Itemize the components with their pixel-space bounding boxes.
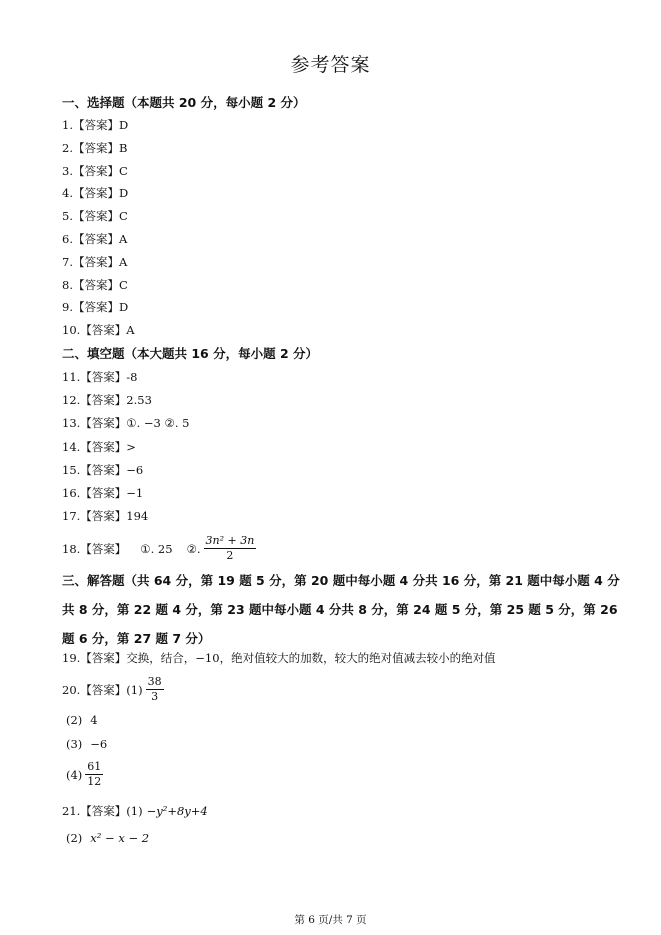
answer-prefix: 14.【答案】 bbox=[62, 439, 127, 454]
answer-row bbox=[62, 254, 127, 270]
answer-row bbox=[62, 231, 127, 247]
fraction-numerator: 3n² + 3n bbox=[205, 534, 255, 547]
answer-value: −6 bbox=[126, 462, 144, 477]
answer-value: D bbox=[118, 118, 129, 132]
fraction-denominator: 2 bbox=[226, 549, 234, 562]
answer-21-part-2 bbox=[66, 831, 149, 845]
answer-prefix: 4.【答案】 bbox=[62, 186, 119, 201]
answer-prefix: 3.【答案】 bbox=[62, 163, 119, 178]
answer-18-part2-label: ②. bbox=[186, 541, 201, 556]
answer-value: B bbox=[118, 140, 128, 155]
answer-prefix: 20.【答案】 bbox=[62, 682, 127, 697]
answer-20-part-1 bbox=[62, 675, 167, 704]
answer-20-part-3 bbox=[66, 737, 107, 751]
answer-row bbox=[62, 277, 128, 293]
answer-value: 交换，结合，−10，绝对值较大的加数，较大的绝对值减去较小的绝对值 bbox=[126, 651, 496, 665]
part-value: −y²+8y+4 bbox=[146, 804, 208, 818]
part-label: (2) bbox=[66, 713, 83, 727]
answer-value: -8 bbox=[126, 370, 138, 384]
answer-row bbox=[62, 415, 189, 431]
answer-row bbox=[62, 508, 148, 524]
answer-row bbox=[62, 369, 138, 385]
answer-20-part-2 bbox=[66, 713, 98, 727]
answer-row bbox=[62, 117, 128, 133]
part-label: (2) bbox=[66, 831, 83, 845]
answer-prefix: 19.【答案】 bbox=[62, 651, 127, 665]
answer-row bbox=[62, 462, 143, 478]
answer-value: C bbox=[118, 209, 128, 224]
part-value: 4 bbox=[90, 713, 98, 727]
part-value: x² − x − 2 bbox=[90, 831, 150, 845]
answer-19 bbox=[62, 650, 496, 666]
fraction-denominator: 12 bbox=[87, 775, 102, 788]
part-label: (1) bbox=[126, 804, 143, 818]
answer-18 bbox=[62, 534, 259, 563]
answer-value: ①. −3 ②. 5 bbox=[126, 416, 190, 431]
answer-18-part1: ①. 25 bbox=[140, 541, 173, 556]
fraction-numerator: 38 bbox=[147, 675, 162, 688]
answer-row bbox=[62, 439, 136, 455]
answer-20-fraction-4 bbox=[85, 760, 103, 789]
part-label: (4) bbox=[66, 767, 83, 782]
page-footer: 第 6 页/共 7 页 bbox=[294, 914, 367, 926]
answer-prefix: 15.【答案】 bbox=[62, 462, 127, 477]
answer-prefix: 11.【答案】 bbox=[62, 370, 127, 384]
section-1-heading: 一、选择题（本题共 20 分，每小题 2 分） bbox=[62, 95, 306, 110]
answer-20-fraction-1 bbox=[146, 675, 164, 704]
answer-value: A bbox=[126, 323, 135, 338]
answer-value: A bbox=[118, 232, 128, 246]
answer-18-fraction bbox=[204, 534, 257, 563]
answer-prefix: 17.【答案】 bbox=[62, 509, 127, 524]
fraction-denominator: 3 bbox=[151, 690, 159, 703]
answer-prefix: 16.【答案】 bbox=[62, 486, 127, 500]
part-value: −6 bbox=[90, 737, 108, 751]
answer-20-part-4 bbox=[66, 760, 106, 789]
part-label: (1) bbox=[126, 682, 143, 697]
answer-row bbox=[62, 392, 152, 408]
answer-value: 194 bbox=[126, 509, 149, 524]
answer-value: 2.53 bbox=[126, 393, 152, 408]
answer-value: D bbox=[118, 186, 129, 201]
answer-value: > bbox=[126, 439, 136, 454]
answer-value: D bbox=[118, 300, 129, 315]
answer-value: −1 bbox=[126, 486, 144, 500]
answer-prefix: 13.【答案】 bbox=[62, 416, 127, 431]
answer-prefix: 12.【答案】 bbox=[62, 393, 127, 408]
answer-row bbox=[62, 185, 128, 201]
answer-prefix: 18.【答案】 bbox=[62, 541, 127, 556]
part-label: (3) bbox=[66, 737, 83, 751]
answer-row bbox=[62, 140, 127, 156]
answer-prefix: 7.【答案】 bbox=[62, 254, 119, 269]
answer-row bbox=[62, 299, 128, 315]
answer-prefix: 8.【答案】 bbox=[62, 277, 119, 292]
answer-prefix: 10.【答案】 bbox=[62, 323, 127, 338]
answer-prefix: 21.【答案】 bbox=[62, 804, 127, 818]
fraction-numerator: 61 bbox=[87, 760, 102, 773]
answer-value: C bbox=[118, 277, 128, 292]
answer-row bbox=[62, 485, 143, 501]
answer-row bbox=[62, 322, 135, 338]
section-3-heading: 三、解答题（共 64 分，第 19 题 5 分，第 20 题中每小题 4 分共 16 分，第 21 题中每小题 4 分共 8 分，第 22 题 4 分，第 23 题中每小题 4 分共 8 分，第 24 题 5 分，第 25 题 5 分，第 26 题 6 分，第 27 题 7 分） bbox=[62, 573, 620, 646]
section-2-heading: 二、填空题（本大题共 16 分，每小题 2 分） bbox=[62, 346, 319, 361]
answer-prefix: 2.【答案】 bbox=[62, 140, 119, 155]
answer-row bbox=[62, 208, 128, 224]
answer-21-part-1 bbox=[62, 803, 208, 819]
answer-value: A bbox=[118, 254, 128, 269]
answer-prefix: 1.【答案】 bbox=[62, 118, 119, 132]
page-title: 参考答案 bbox=[290, 54, 371, 76]
answer-prefix: 6.【答案】 bbox=[62, 232, 119, 246]
answer-value: C bbox=[118, 163, 128, 178]
answer-row bbox=[62, 163, 128, 179]
answer-prefix: 5.【答案】 bbox=[62, 209, 119, 224]
answer-prefix: 9.【答案】 bbox=[62, 300, 119, 315]
